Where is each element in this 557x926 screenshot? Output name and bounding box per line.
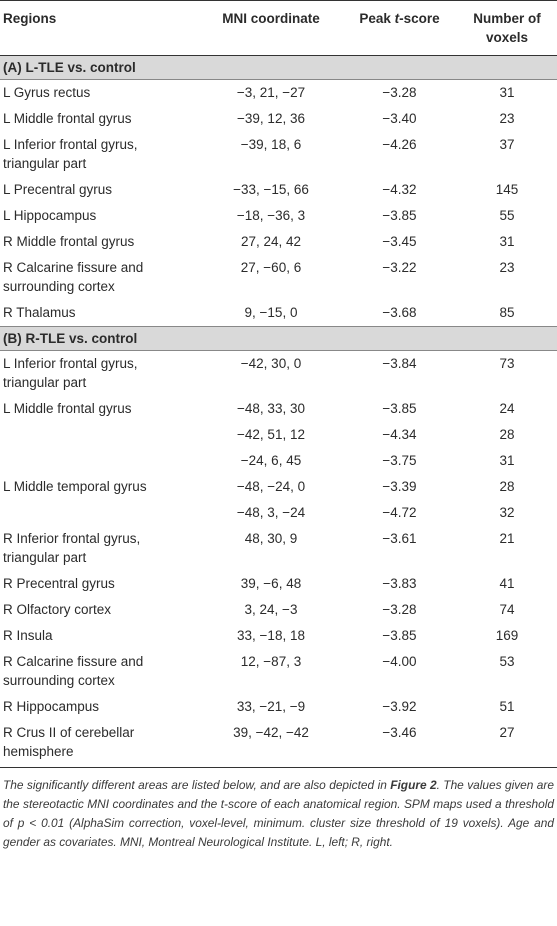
header-peak-t: Peak t-score: [342, 1, 457, 56]
mni-cell: −18, −36, 3: [236, 208, 306, 223]
table-row: [0, 300, 557, 327]
voxels-cell: 37: [499, 137, 515, 152]
region-cell: L Middle temporal gyrus: [3, 479, 147, 494]
mni-cell: −48, 3, −24: [236, 505, 306, 520]
mni-cell: 9, −15, 0: [244, 305, 298, 320]
table-row: [0, 500, 557, 526]
region-cell: L Gyrus rectus: [3, 85, 91, 100]
header-voxels: Number of voxels: [457, 1, 557, 56]
mni-cell: 27, −60, 6: [240, 260, 302, 275]
t-score-cell: −3.28: [382, 602, 417, 617]
mni-cell: 33, −18, 18: [237, 628, 305, 643]
table-row: [0, 526, 557, 571]
t-score-cell: −3.28: [382, 85, 417, 100]
table-row: [0, 694, 557, 720]
mni-cell: 12, −87, 3: [240, 654, 302, 669]
header-row: [0, 1, 557, 56]
t-score-cell: −3.75: [382, 453, 417, 468]
table-footnote: The significantly different areas are listed below, and are also depicted in Figure 2. The values given are the stereotactic MNI coordinates and the t-score of each anatomical region. SPM maps used a threshold of p < 0.01 (AlphaSim correction, voxel-level, minimum. cluster size threshold of 19 voxels). Age and gender as covariates. MNI, Montreal Neurological Institute. L, left; R, right.: [3, 778, 554, 849]
t-score-cell: −3.40: [382, 111, 417, 126]
table-row: [0, 177, 557, 203]
voxels-cell: 28: [499, 479, 515, 494]
region-cell: R Middle frontal gyrus: [3, 234, 135, 249]
region-cell: L Inferior frontal gyrus, triangular part: [3, 137, 138, 171]
region-cell: R Calcarine fissure and surrounding cortex: [3, 654, 144, 688]
t-score-cell: −3.39: [382, 479, 417, 494]
mni-cell: −39, 18, 6: [240, 137, 302, 152]
region-cell: R Precentral gyrus: [3, 576, 115, 591]
mni-cell: −48, −24, 0: [236, 479, 306, 494]
table-row: [0, 623, 557, 649]
t-score-cell: −3.68: [382, 305, 417, 320]
t-score-cell: −3.85: [382, 208, 417, 223]
voxels-cell: 23: [499, 111, 515, 126]
voxels-cell: 85: [499, 305, 515, 320]
t-score-cell: −3.83: [382, 576, 417, 591]
t-score-cell: −3.85: [382, 628, 417, 643]
voxels-cell: 32: [499, 505, 515, 520]
t-score-cell: −3.22: [382, 260, 417, 275]
region-cell: R Calcarine fissure and surrounding cortex: [3, 260, 144, 294]
table-row: [0, 474, 557, 500]
mni-cell: −39, 12, 36: [237, 111, 305, 126]
table-row: [0, 571, 557, 597]
region-cell: R Inferior frontal gyrus, triangular part: [3, 531, 141, 565]
section-b-header: [0, 327, 557, 351]
voxels-cell: 31: [499, 234, 515, 249]
voxels-cell: 145: [495, 182, 519, 197]
t-score-cell: −3.85: [382, 401, 417, 416]
region-cell: [0, 500, 200, 526]
mni-cell: 27, 24, 42: [240, 234, 302, 249]
voxels-cell: 55: [499, 208, 515, 223]
t-score-cell: −3.61: [382, 531, 417, 546]
t-score-cell: −4.72: [382, 505, 417, 520]
table-row: [0, 203, 557, 229]
voxels-cell: 51: [499, 699, 515, 714]
region-cell: [0, 448, 200, 474]
mni-cell: 33, −21, −9: [236, 699, 306, 714]
table-row: [0, 422, 557, 448]
mni-cell: −42, 51, 12: [237, 427, 305, 442]
region-cell: L Middle frontal gyrus: [3, 401, 132, 416]
region-cell: L Hippocampus: [3, 208, 97, 223]
header-regions: Regions: [0, 1, 200, 56]
t-score-cell: −3.46: [342, 720, 457, 768]
table-row: [0, 132, 557, 177]
mni-cell: −48, 33, 30: [237, 401, 305, 416]
t-score-cell: −3.84: [382, 356, 417, 371]
table-row: [0, 448, 557, 474]
region-cell: R Olfactory cortex: [3, 602, 112, 617]
region-cell: L Middle frontal gyrus: [3, 111, 132, 126]
table-row: [0, 396, 557, 422]
mni-cell: −24, 6, 45: [240, 453, 302, 468]
table-row: [0, 351, 557, 397]
voxels-cell: 23: [499, 260, 515, 275]
voxels-cell: 31: [499, 453, 515, 468]
region-cell: [0, 422, 200, 448]
table-row: [0, 106, 557, 132]
section-a-header: [0, 56, 557, 80]
voxels-cell: 21: [499, 531, 515, 546]
table-row: [0, 597, 557, 623]
region-cell: R Crus II of cerebellar hemisphere: [0, 720, 200, 768]
mni-cell: −42, 30, 0: [240, 356, 302, 371]
voxels-cell: 31: [499, 85, 515, 100]
voxels-cell: 74: [499, 602, 515, 617]
table-row: [0, 649, 557, 694]
table-row: [0, 720, 557, 768]
mni-cell: 39, −42, −42: [200, 720, 342, 768]
t-score-cell: −3.92: [382, 699, 417, 714]
header-mni: MNI coordinate: [200, 1, 342, 56]
voxels-cell: 24: [499, 401, 515, 416]
table-body: [0, 56, 557, 768]
region-cell: R Hippocampus: [3, 699, 100, 714]
mni-cell: 48, 30, 9: [244, 531, 298, 546]
voxels-cell: 169: [495, 628, 519, 643]
mni-cell: 3, 24, −3: [244, 602, 298, 617]
table-row: [0, 80, 557, 107]
figure-reference: Figure 2: [390, 778, 437, 792]
t-score-cell: −4.34: [382, 427, 417, 442]
section-b-title: (B) R-TLE vs. control: [0, 327, 557, 351]
mni-cell: −33, −15, 66: [233, 182, 309, 197]
table-row: [0, 255, 557, 300]
mni-cell: −3, 21, −27: [236, 85, 306, 100]
t-score-cell: −4.32: [382, 182, 417, 197]
voxels-cell: 73: [499, 356, 515, 371]
t-score-cell: −3.45: [382, 234, 417, 249]
voxels-cell: 28: [499, 427, 515, 442]
table-row: [0, 229, 557, 255]
region-cell: L Inferior frontal gyrus, triangular part: [3, 356, 138, 390]
region-cell: L Precentral gyrus: [3, 182, 113, 197]
voxels-cell: 41: [499, 576, 515, 591]
t-score-cell: −4.00: [382, 654, 417, 669]
t-score-cell: −4.26: [382, 137, 417, 152]
region-cell: R Insula: [3, 628, 53, 643]
region-cell: R Thalamus: [3, 305, 76, 320]
section-a-title: (A) L-TLE vs. control: [0, 56, 557, 80]
voxels-cell: 53: [499, 654, 515, 669]
mni-cell: 39, −6, 48: [240, 576, 302, 591]
voxels-cell: 27: [457, 720, 557, 768]
